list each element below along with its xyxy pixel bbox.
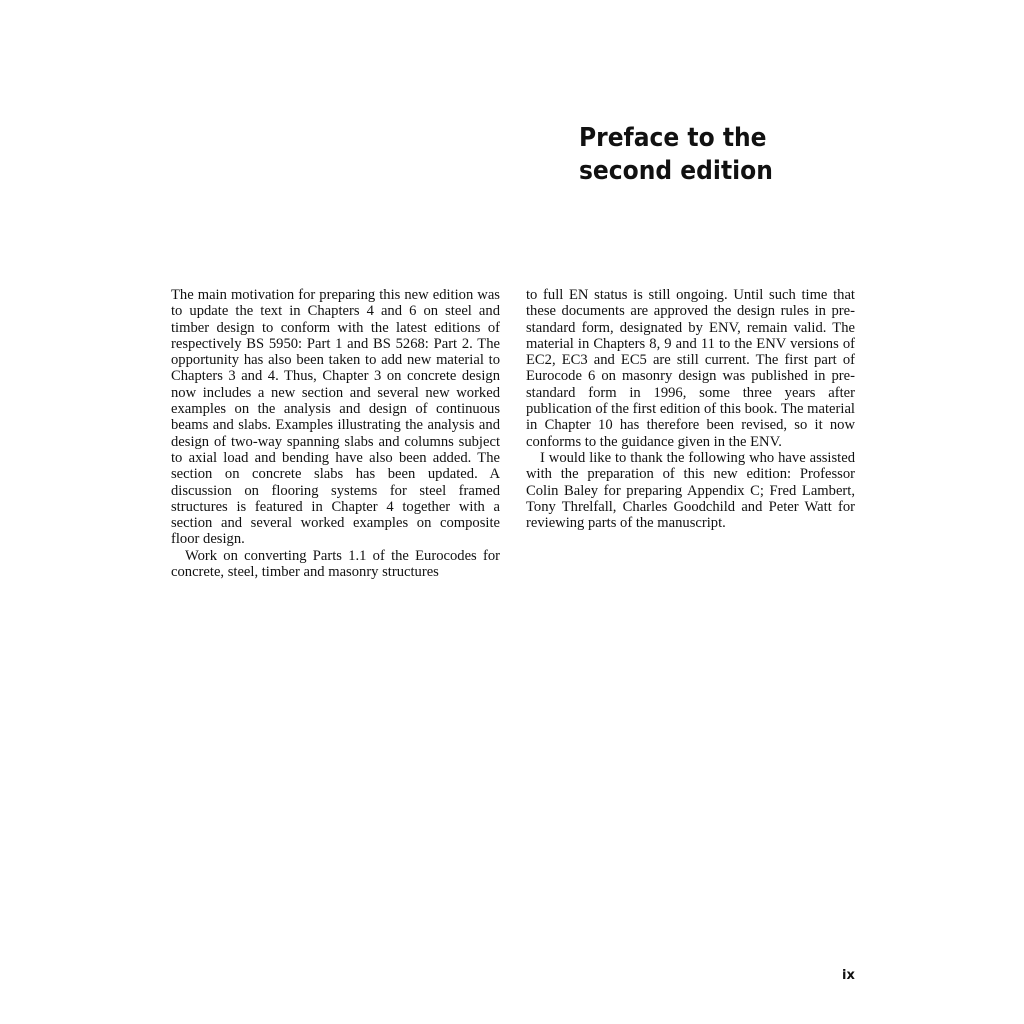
page-number: ix [842, 968, 855, 983]
paragraph-eurocodes-continued: to full EN status is still ongoing. Until such time that these documents are approved the design rules in pre-standard form, designated by ENV, remain valid. The material in Chapters 8, 9 and 11 to the ENV versions of EC2, EC3 and EC5 are still current. The first part of Eurocode 6 on masonry design was published in pre-standard form in 1996, some three years after publication of the first edition of this book. The material in Chapter 10 has therefore been revised, so it now conforms to the guidance given in the ENV. [526, 287, 855, 450]
page-title [579, 122, 849, 188]
paragraph-motivation: The main motivation for preparing this new edition was to update the text in Chapters 4 and 6 on steel and timber design to conform with the latest editions of respectively BS 5950: Part 1 and BS 5268: Part 2. The opportunity has also been taken to add new material to Chapters 3 and 4. Thus, Chapter 3 on concrete design now includes a new section and several new worked examples on the analysis and design of continuous beams and slabs. Examples illustrating the analysis and design of two-way spanning slabs and columns subject to axial load and bending have also been added. The section on concrete slabs has been updated. A discussion on flooring systems for steel framed structures is featured in Chapter 4 together with a section and several worked examples on composite floor design. [171, 287, 500, 548]
page-title-line-2: second edition [579, 156, 773, 186]
paragraph-acknowledgements: I would like to thank the following who have assisted with the preparation of this new edition: Professor Colin Baley for preparing Appendix C; Fred Lambert, Tony Threlfall, Charles Goodchild and Peter Watt for reviewing parts of the manuscript. [526, 449, 855, 532]
right-text-column [526, 287, 855, 531]
left-text-column [171, 287, 500, 580]
paragraph-eurocodes-start: Work on converting Parts 1.1 of the Eurocodes for concrete, steel, timber and masonry structures [171, 547, 500, 581]
page-title-line-1: Preface to the [579, 123, 767, 153]
